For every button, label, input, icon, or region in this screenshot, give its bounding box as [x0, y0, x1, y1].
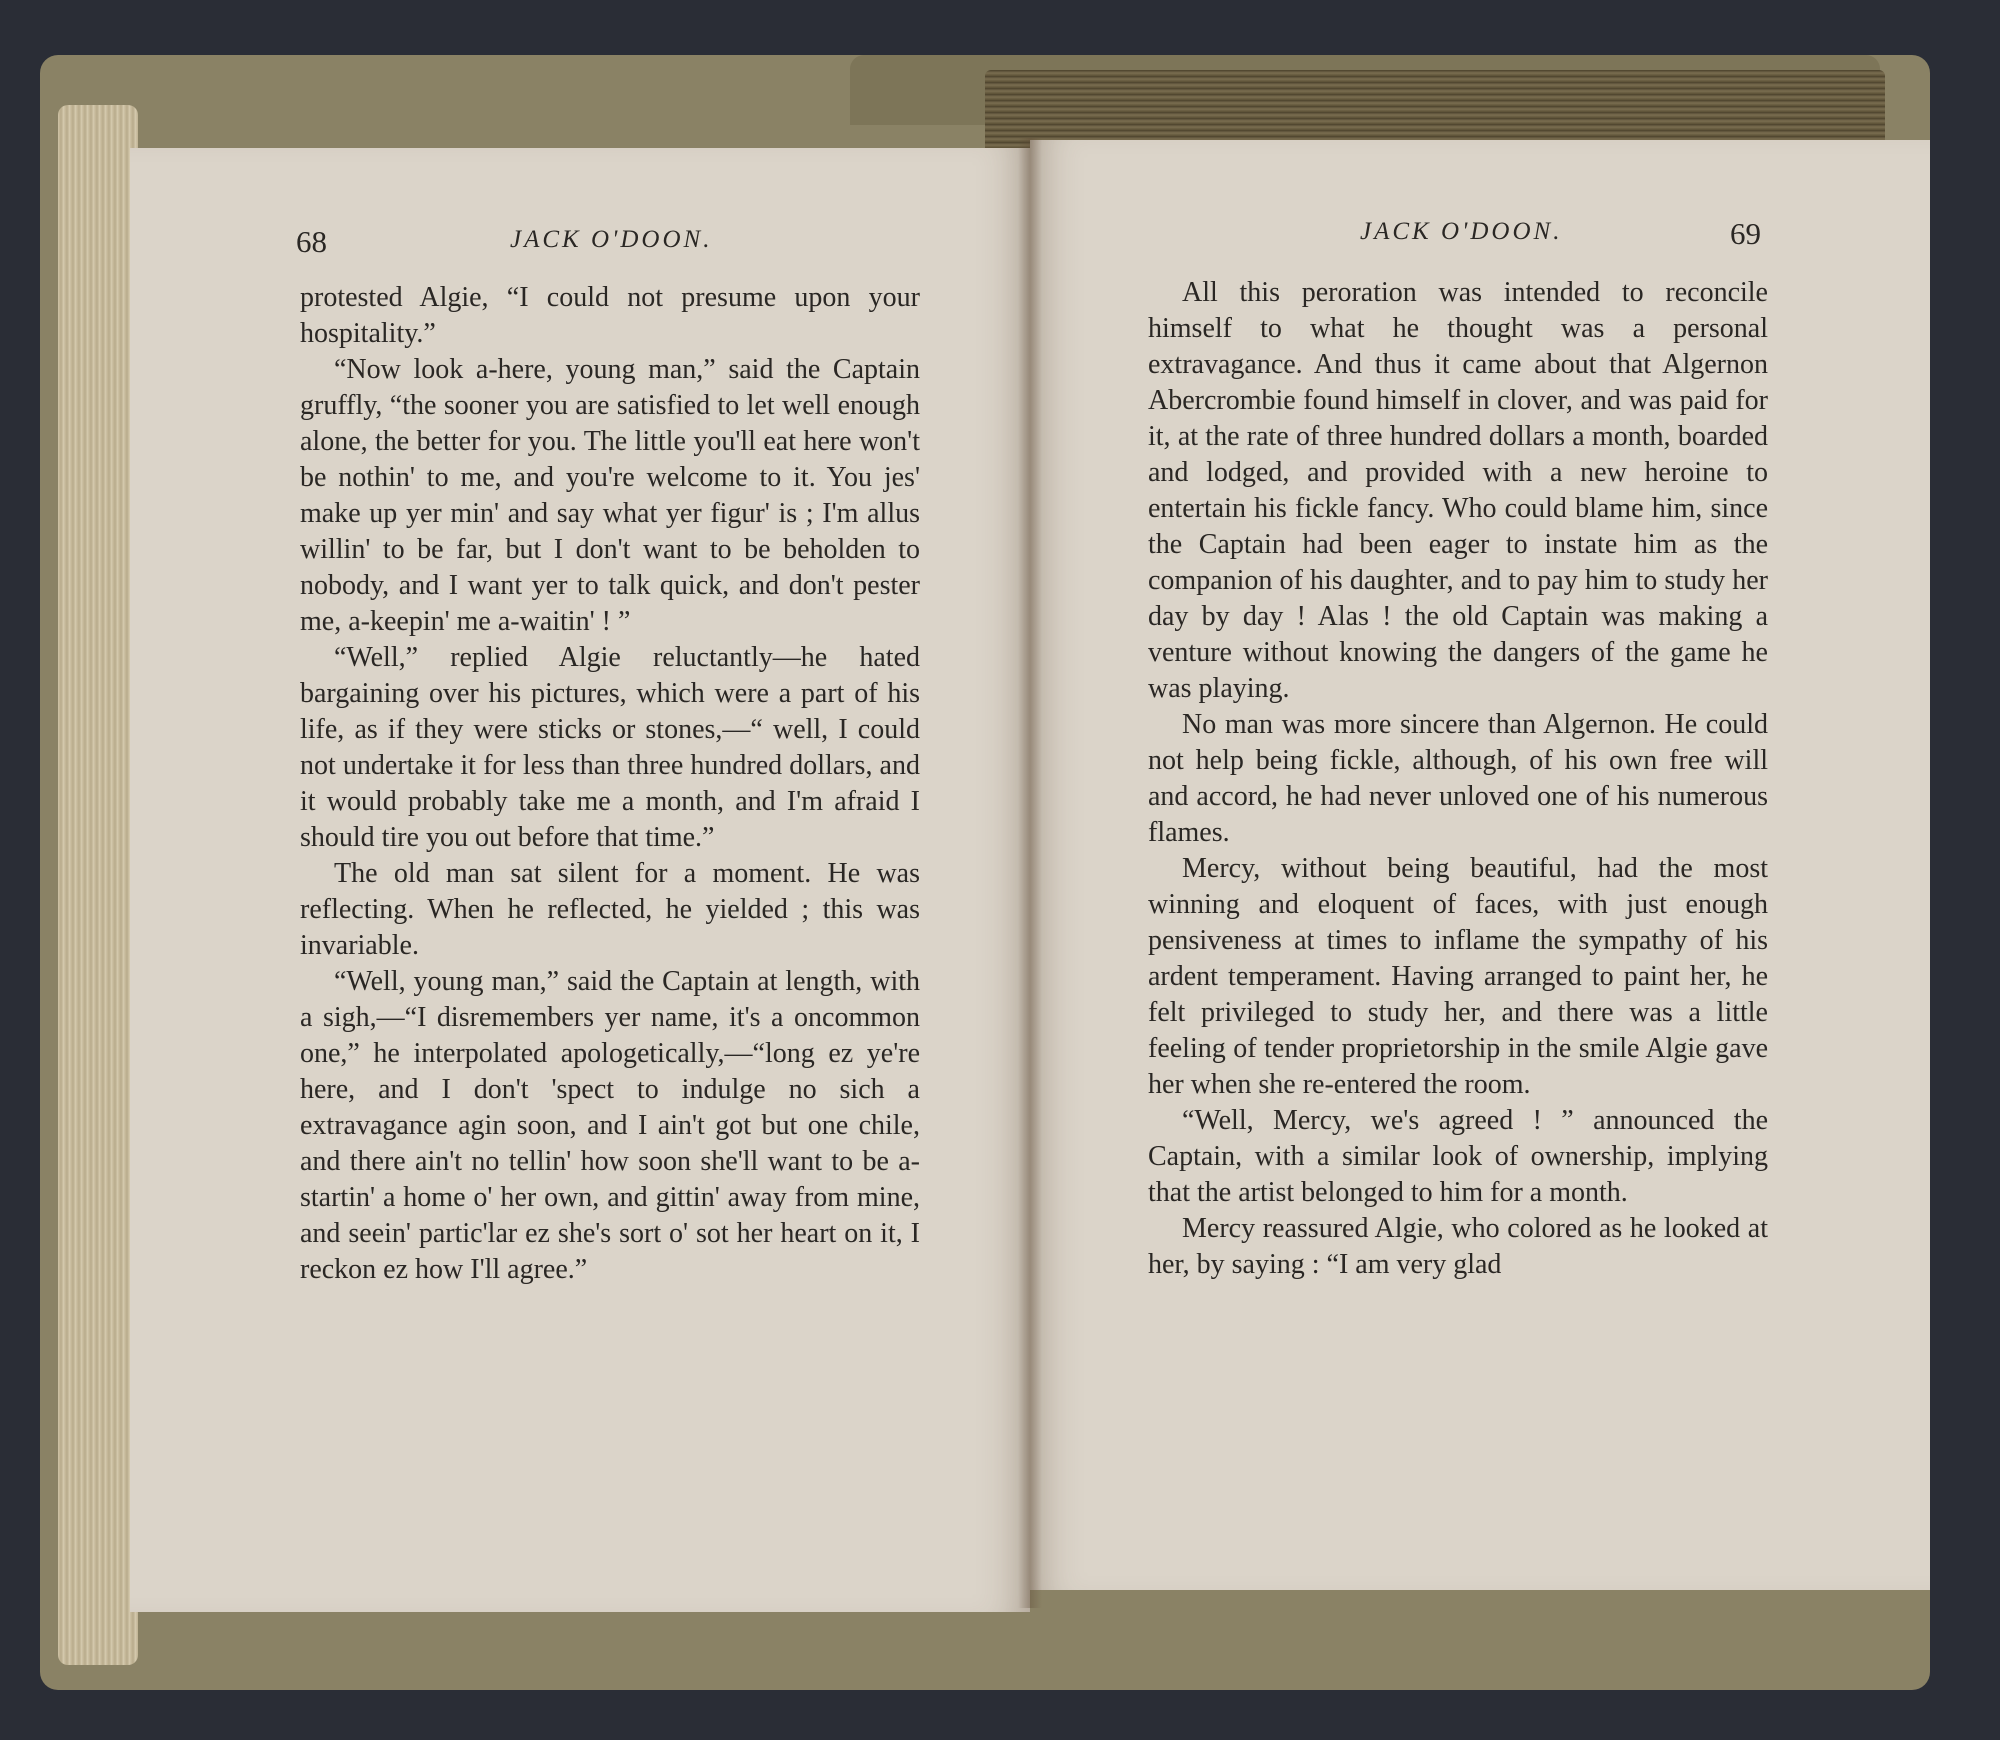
page-number-right: 69 — [1730, 216, 1761, 251]
running-head-left: JACK O'DOON. — [510, 226, 713, 253]
paragraph: Mercy, without being beautiful, had the most winning and eloquent of faces, with just enough pensiveness at times to inflame the sympathy of his ardent temperament. Having arranged to paint her, he felt privileged to study her, and there was a little feeling of tender proprietorship in the smile Algie gave her when she re-entered the room. — [1148, 853, 1768, 1100]
paragraph: “Well, young man,” said the Captain at length, with a sigh,—“I disremembers yer name, it's a oncommon one,” he interpolated apologetically,—“long ez ye're here, and I don't 'spect to indulge no sich a extravagance agin soon, and I ain't got but one chile, and there ain't no tellin' how soon she'll want to be a-startin' a home o' her own, and gittin' away from mine, and seein' partic'lar ez she's sort o' sot her heart on it, I reckon ez how I'll agree.” — [300, 966, 920, 1285]
page-edges-left — [58, 105, 138, 1665]
paragraph: “Now look a-here, young man,” said the Captain gruffly, “the sooner you are satisfied to let well enough alone, the better for you. The little you'll eat here won't be nothin' to me, and you're welcome to it. You jes' make up yer min' and say what yer figur' is ; I'm allus willin' to be far, but I don't want to be beholden to nobody, and I want yer to talk quick, and don't pester me, a-keepin' me a-waitin' ! ” — [300, 354, 920, 637]
paragraph: All this peroration was intended to reconcile himself to what he thought was a personal extravagance. And thus it came about that Algernon Abercrombie found himself in clover, and was paid for it, at the rate of three hundred dollars a month, boarded and lodged, and provided with a new heroine to entertain his fickle fancy. Who could blame him, since the Captain had been eager to instate him as the companion of his daughter, and to pay him to study her day by day ! Alas ! the old Captain was making a venture without knowing the dangers of the game he was playing. — [1148, 277, 1768, 704]
left-page — [130, 148, 1030, 1612]
paragraph: “Well,” replied Algie reluctantly—he hated bargaining over his pictures, which were a part of his life, as if they were sticks or stones,—“ well, I could not undertake it for less than three hundred dollars, and it would probably take me a month, and I'm afraid I should tire you out before that time.” — [300, 642, 920, 853]
book-gutter — [1018, 138, 1042, 1608]
paragraph: Mercy reassured Algie, who colored as he looked at her, by saying : “I am very glad — [1148, 1213, 1768, 1280]
paragraph: protested Algie, “I could not presume upon your hospitality.” — [300, 282, 920, 349]
right-page — [1030, 140, 1930, 1590]
paragraph: The old man sat silent for a moment. He was reflecting. When he reflected, he yielded ; this was invariable. — [300, 858, 920, 961]
paragraph: No man was more sincere than Algernon. He could not help being fickle, although, of his own free will and accord, he had never unloved one of his numerous flames. — [1148, 709, 1768, 848]
left-page-text — [300, 280, 920, 1288]
paragraph: “Well, Mercy, we's agreed ! ” announced the Captain, with a similar look of ownership, implying that the artist belonged to him for a month. — [1148, 1105, 1768, 1208]
right-page-text — [1148, 275, 1768, 1283]
running-head-right: JACK O'DOON. — [1360, 218, 1563, 245]
page-number-left: 68 — [296, 224, 327, 259]
